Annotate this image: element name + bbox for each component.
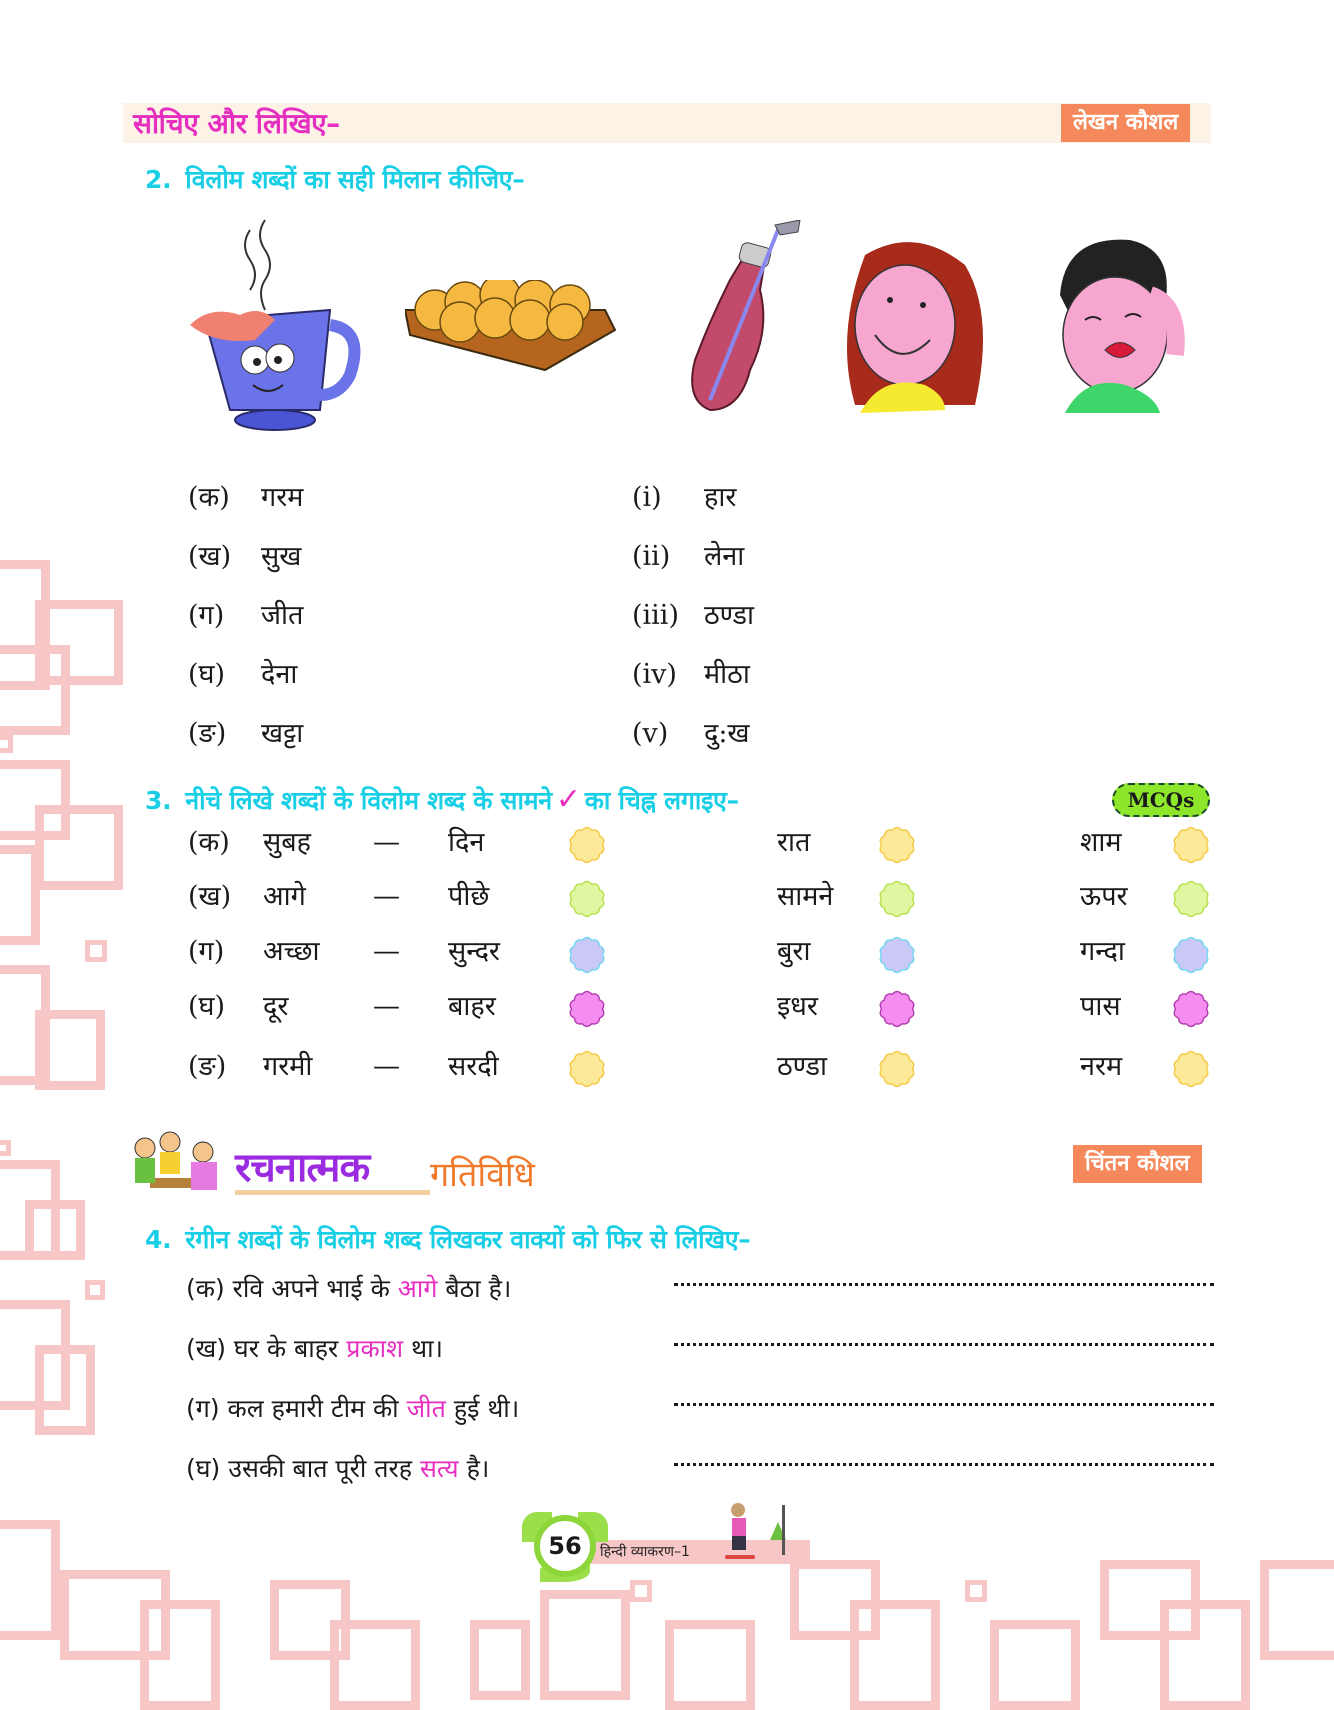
match-right-item: (iii) ठण्डा <box>632 600 754 631</box>
answer-line[interactable] <box>674 1463 1214 1466</box>
match-left-item: (ग) जीत <box>188 600 304 631</box>
question-number: 4. <box>145 1225 172 1254</box>
skateboarder-icon <box>720 1500 790 1565</box>
question-text-end: का चिह्न लगाइए– <box>584 786 739 815</box>
tick-box-flower[interactable] <box>1170 934 1212 976</box>
sweets-box-picture <box>405 280 620 380</box>
answer-line[interactable] <box>674 1403 1214 1406</box>
match-left-item: (क) गरम <box>188 482 304 513</box>
match-left-item: (ख) सुख <box>188 541 302 572</box>
tick-box-flower[interactable] <box>876 988 918 1030</box>
sentence-item: (क) रवि अपने भाई के आगे बैठा है। <box>186 1274 512 1303</box>
writing-skill-badge: लेखन कौशल <box>1061 104 1190 142</box>
tick-box-flower[interactable] <box>566 878 608 920</box>
highlighted-word: आगे <box>397 1274 438 1303</box>
tick-box-flower[interactable] <box>566 934 608 976</box>
highlighted-word: प्रकाश <box>346 1334 404 1363</box>
tick-box-flower[interactable] <box>876 824 918 866</box>
tick-box-flower[interactable] <box>1170 1048 1212 1090</box>
match-right-item: (v) दु:ख <box>632 718 750 749</box>
sentence-item: (ग) कल हमारी टीम की जीत हुई थी। <box>186 1394 520 1423</box>
crying-boy-picture <box>1045 235 1200 415</box>
tick-box-flower[interactable] <box>876 878 918 920</box>
match-right-item: (ii) लेना <box>632 541 745 572</box>
question-number: 3. <box>145 786 172 815</box>
happy-girl-picture <box>835 235 990 415</box>
question-2-title <box>145 162 524 196</box>
tick-box-flower[interactable] <box>566 1048 608 1090</box>
answer-line[interactable] <box>674 1283 1214 1286</box>
tick-box-flower[interactable] <box>1170 824 1212 866</box>
match-left-item: (ङ) खट्टा <box>188 718 304 749</box>
tick-box-flower[interactable] <box>876 934 918 976</box>
tick-box-flower[interactable] <box>1170 988 1212 1030</box>
sentence-item: (ख) घर के बाहर प्रकाश था। <box>186 1334 444 1363</box>
match-right-item: (iv) मीठा <box>632 659 750 690</box>
creative-activity-subtitle: गतिविधि <box>430 1155 535 1195</box>
page-number: 56 <box>534 1515 596 1577</box>
question-text: रंगीन शब्दों के विलोम शब्द लिखकर वाक्यों को फिर से लिखिए– <box>185 1225 751 1254</box>
match-left-item: (घ) देना <box>188 659 298 690</box>
question-3-title <box>145 782 739 817</box>
tick-box-flower[interactable] <box>566 824 608 866</box>
section-title: सोचिए और लिखिए– <box>133 107 340 140</box>
tick-icon: ✓ <box>555 782 581 817</box>
sentence-item: (घ) उसकी बात पूरी तरह सत्य है। <box>186 1454 490 1483</box>
highlighted-word: जीत <box>406 1394 446 1423</box>
match-right-item: (i) हार <box>632 482 737 513</box>
answer-line[interactable] <box>674 1343 1214 1346</box>
children-reading-icon <box>125 1130 235 1200</box>
thinking-skill-badge: चिंतन कौशल <box>1073 1145 1202 1183</box>
hot-cup-picture <box>185 210 370 435</box>
question-text: नीचे लिखे शब्दों के विलोम शब्द के सामने <box>185 786 552 815</box>
question-number: 2. <box>145 165 172 194</box>
highlighted-word: सत्य <box>419 1454 459 1483</box>
mcq-badge: MCQs <box>1112 783 1210 817</box>
tick-box-flower[interactable] <box>1170 878 1212 920</box>
tick-box-flower[interactable] <box>566 988 608 1030</box>
cold-drink-bottle-picture <box>670 220 810 420</box>
tick-box-flower[interactable] <box>876 1048 918 1090</box>
book-title: हिन्दी व्याकरण–1 <box>600 1544 690 1560</box>
question-4-title <box>145 1222 750 1256</box>
creative-activity-title: रचनात्मक <box>235 1145 370 1191</box>
question-text: विलोम शब्दों का सही मिलान कीजिए– <box>185 165 525 194</box>
